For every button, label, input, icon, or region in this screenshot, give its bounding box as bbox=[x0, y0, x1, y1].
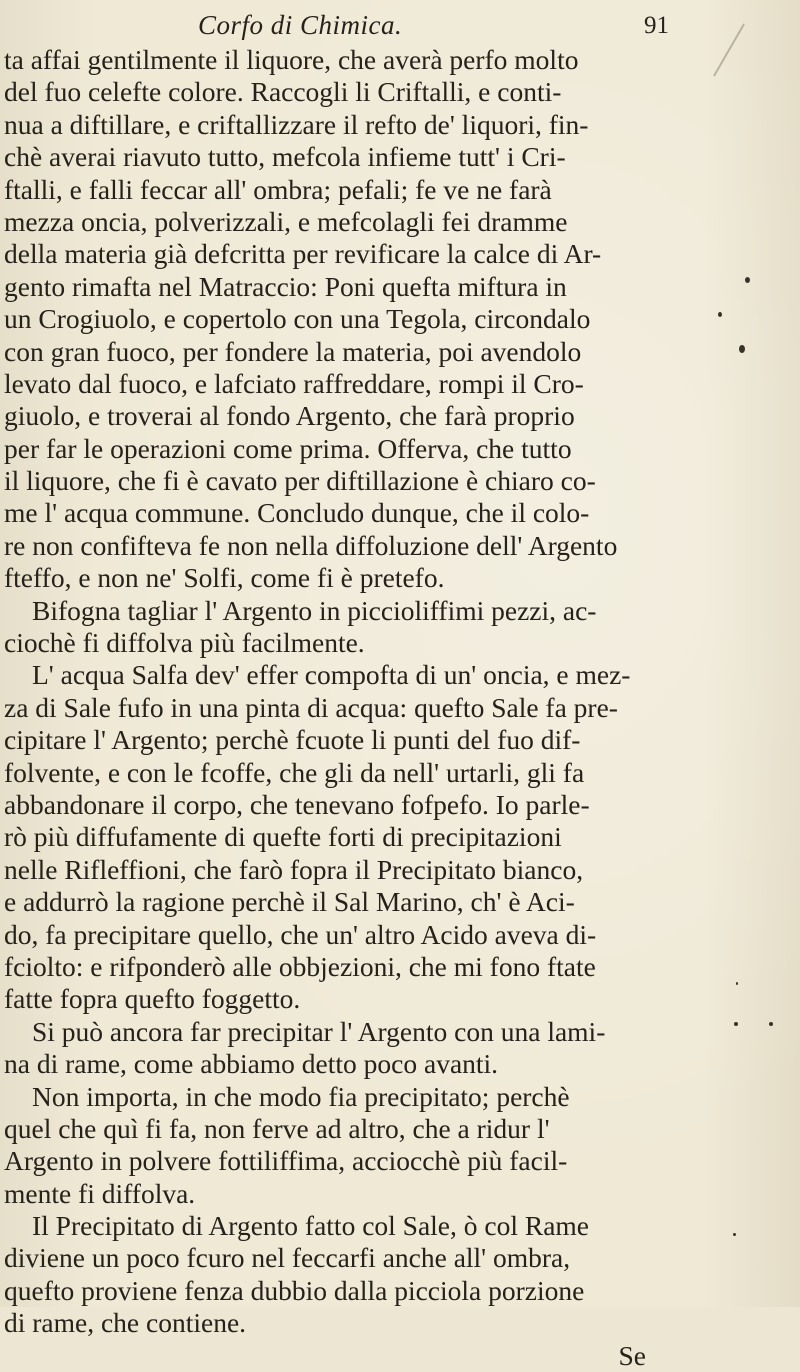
ink-speck bbox=[736, 982, 738, 985]
ink-speck bbox=[745, 277, 750, 283]
text-line: nua a diftillare, e criftallizzare il refto de' liquori, fin- bbox=[4, 108, 589, 140]
text-line: fteffo, e non ne' Solfi, come fi è pretefo. bbox=[4, 562, 445, 594]
text-line: mezza oncia, polverizzali, e mefcolagli fei dramme bbox=[4, 205, 568, 237]
text-line: rò più diffufamente di quefte forti di precipitazioni bbox=[4, 821, 562, 853]
text-line: folvente, e con le fcoffe, che gli da nell' urtarli, gli fa bbox=[4, 756, 585, 788]
text-line: e addurrò la ragione perchè il Sal Marino, ch' è Aci- bbox=[4, 886, 575, 918]
text-line: della materia già defcritta per revificare la calce di Ar- bbox=[4, 238, 602, 270]
text-line: del fuo celefte colore. Raccogli li Criftalli, e conti- bbox=[4, 76, 562, 108]
page-number: 91 bbox=[644, 12, 669, 39]
ink-speck bbox=[769, 1022, 773, 1026]
text-line: diviene un poco fcuro nel feccarfi anche all' ombra, bbox=[4, 1242, 571, 1274]
text-line: chè averai riavuto tutto, mefcola infieme tutt' i Cri- bbox=[4, 141, 566, 173]
text-line: ta affai gentilmente il liquore, che averà perfo molto bbox=[4, 44, 579, 75]
ink-speck bbox=[733, 1233, 736, 1236]
text-line: ciochè fi diffolva più facilmente. bbox=[4, 627, 365, 659]
text-line: di rame, che contiene. bbox=[4, 1307, 247, 1339]
text-line: Bifogna tagliar l' Argento in piccioliffimi pezzi, ac- bbox=[32, 594, 597, 626]
text-line: levato dal fuoco, e lafciato raffreddare, rompi il Cro- bbox=[4, 367, 584, 399]
text-line: nelle Rifleffioni, che farò fopra il Precipitato bianco, bbox=[4, 853, 584, 885]
text-line: me l' acqua commune. Concludo dunque, che il colo- bbox=[4, 497, 590, 529]
text-line: Il Precipitato di Argento fatto col Sale, ò col Rame bbox=[32, 1210, 589, 1242]
ink-speck bbox=[739, 345, 745, 353]
text-line: Argento in polvere fottiliffima, acciocchè più facil- bbox=[4, 1145, 568, 1177]
ink-speck bbox=[734, 1022, 738, 1026]
text-line: un Crogiuolo, e copertolo con una Tegola, circondalo bbox=[4, 303, 591, 335]
body-text bbox=[4, 44, 706, 1372]
text-line: con gran fuoco, per fondere la materia, poi avendolo bbox=[4, 335, 582, 367]
text-line: do, fa precipitare quello, che un' altro Acido aveva di- bbox=[4, 918, 597, 950]
text-line: cipitare l' Argento; perchè fcuote li punti del fuo dif- bbox=[4, 724, 581, 756]
text-line: L' acqua Salfa dev' effer compofta di un' oncia, e mez- bbox=[32, 659, 631, 691]
text-line: re non confifteva fe non nella diffoluzione dell' Argento bbox=[4, 529, 618, 561]
text-line: il liquore, che fi è cavato per diftillazione è chiaro co- bbox=[4, 465, 596, 497]
running-title: Corfo di Chimica. bbox=[198, 10, 403, 40]
text-line: fciolto: e rifponderò alle obbjezioni, che mi fono ftate bbox=[4, 950, 596, 982]
text-line: giuolo, e troverai al fondo Argento, che farà proprio bbox=[4, 400, 575, 432]
text-line: gento rimafta nel Matraccio: Poni quefta miftura in bbox=[4, 270, 567, 302]
text-line: fatte fopra quefto foggetto. bbox=[4, 983, 301, 1015]
text-line: Non importa, in che modo fia precipitato; perchè bbox=[32, 1080, 570, 1112]
page-header bbox=[0, 10, 800, 44]
text-line: per far le operazioni come prima. Offerva, che tutto bbox=[4, 432, 572, 464]
text-line: mente fi diffolva. bbox=[4, 1177, 196, 1209]
text-line: Si può ancora far precipitar l' Argento con una lami- bbox=[32, 1015, 606, 1047]
text-line: za di Sale fufo in una pinta di acqua: quefto Sale fa pre- bbox=[4, 691, 618, 723]
text-line: quefto proviene fenza dubbio dalla picciola porzione bbox=[4, 1274, 585, 1306]
text-line: abbandonare il corpo, che tenevano fofpefo. Io parle- bbox=[4, 788, 590, 820]
text-line: quel che quì fi fa, non ferve ad altro, che a ridur l' bbox=[4, 1112, 550, 1144]
catchword: Se bbox=[618, 1339, 646, 1371]
ink-speck bbox=[718, 312, 722, 317]
text-line: ftalli, e falli feccar all' ombra; pefali; fe ve ne farà bbox=[4, 173, 552, 205]
text-line: na di rame, come abbiamo detto poco avanti. bbox=[4, 1048, 499, 1080]
